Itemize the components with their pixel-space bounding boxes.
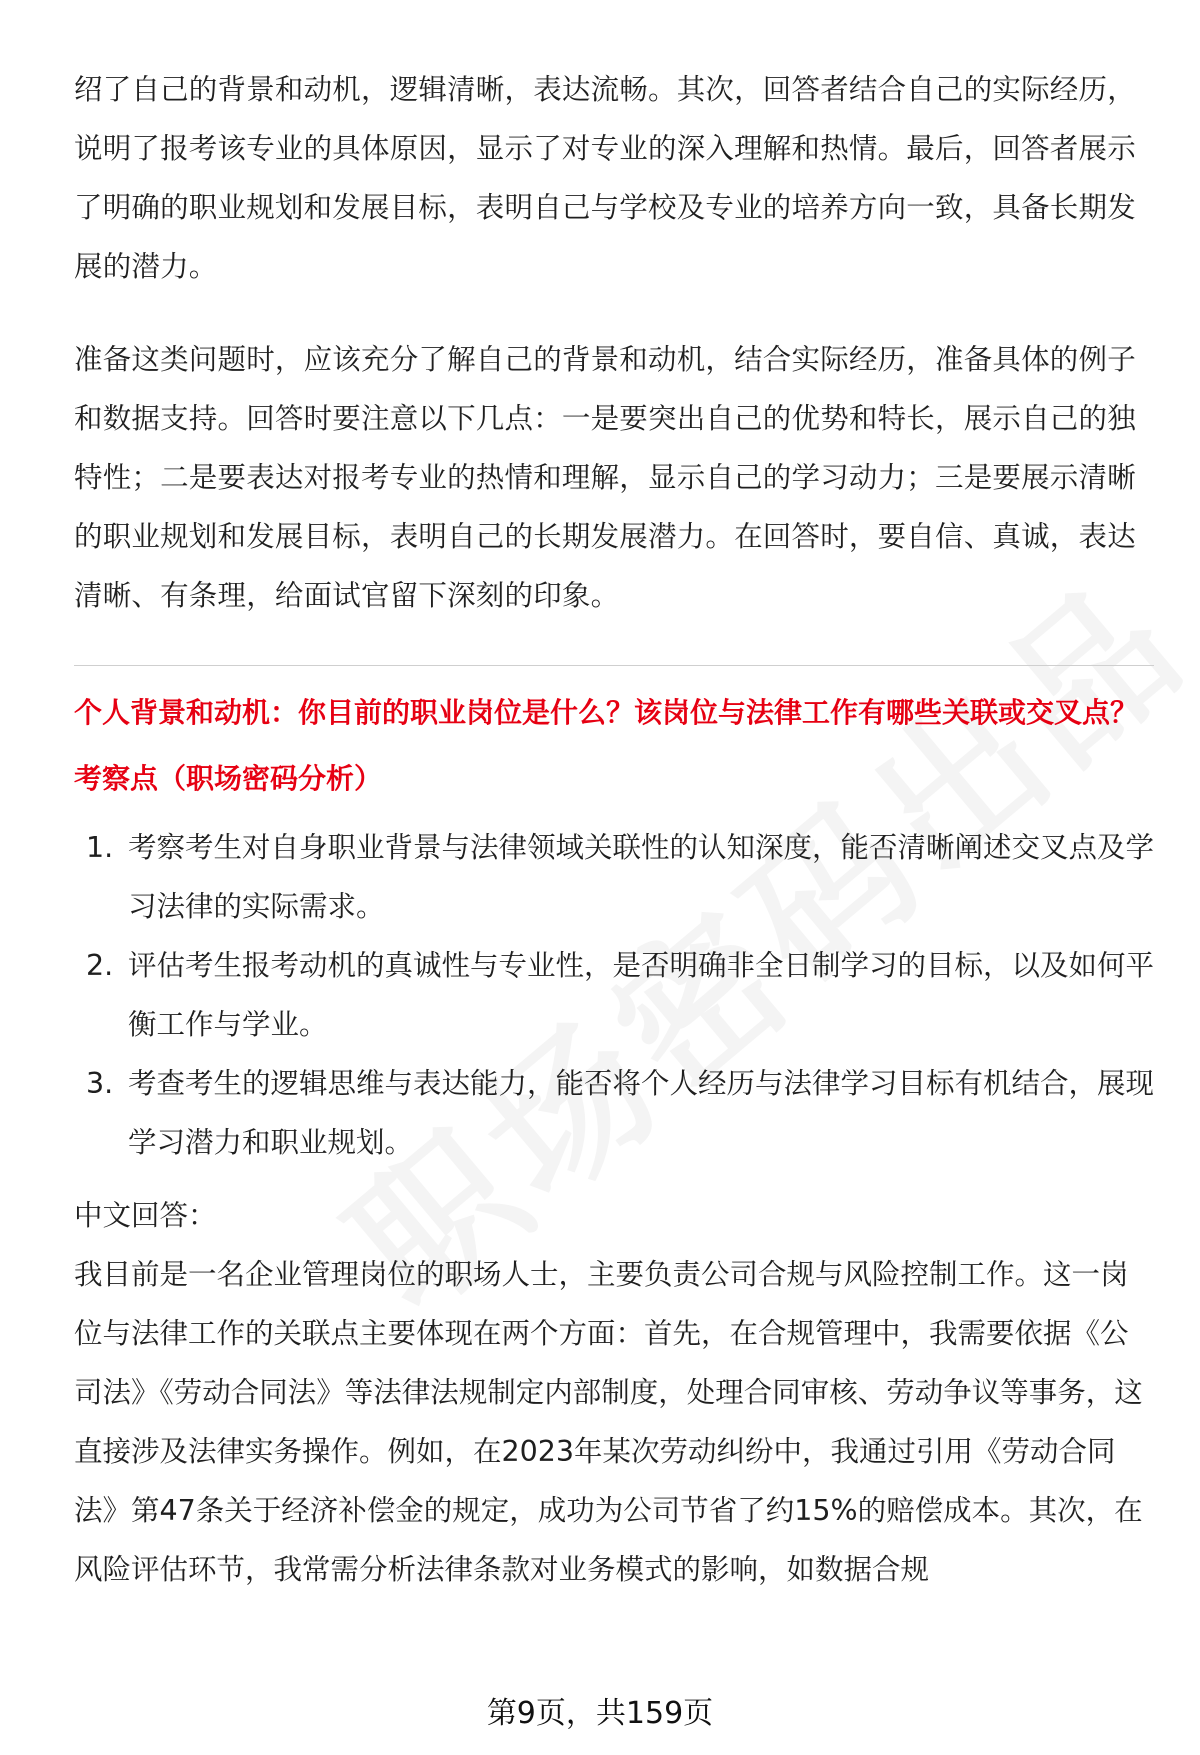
list-item-number: 3. [86,1067,114,1100]
list-item [74,936,1154,1054]
list-item [74,1054,1154,1172]
section-divider [74,665,1154,666]
analysis-points-list [74,818,1154,1172]
answer-label: 中文回答： [74,1199,217,1232]
document-body [74,60,1154,1599]
list-item [74,818,1154,936]
analysis-subtitle: 考察点（职场密码分析） [74,762,383,795]
list-item-number: 2. [86,949,114,982]
paragraph: 绍了自己的背景和动机，逻辑清晰，表达流畅。其次，回答者结合自己的实际经历，说明了报考该专业的具体原因，显示了对专业的深入理解和热情。最后，回答者展示了明确的职业规划和发展目标，表明自己与学校及专业的培养方向一致，具备长期发展的潜力。 [74,73,1136,283]
question-title: 个人背景和动机：你目前的职业岗位是什么？该岗位与法律工作有哪些关联或交叉点？ [74,696,1139,729]
answer-text: 我目前是一名企业管理岗位的职场人士，主要负责公司合规与风险控制工作。这一岗位与法律工作的关联点主要体现在两个方面：首先，在合规管理中，我需要依据《公司法》《劳动合同法》等法律法规制定内部制度，处理合同审核、劳动争议等事务，这直接涉及法律实务操作。例如，在2023年某次劳动纠纷中，我通过引用《劳动合同法》第47条关于经济补偿金的规定，成功为公司节省了约15%的赔偿成本。其次，在风险评估环节，我常需分析法律条款对业务模式的影响，如数据合规 [74,1258,1143,1586]
list-item-text: 考察考生对自身职业背景与法律领域关联性的认知深度，能否清晰阐述交叉点及学习法律的实际需求。 [128,831,1155,923]
list-item-text: 考查考生的逻辑思维与表达能力，能否将个人经历与法律学习目标有机结合，展现学习潜力和职业规划。 [128,1067,1155,1159]
paragraph: 准备这类问题时，应该充分了解自己的背景和动机，结合实际经历，准备具体的例子和数据支持。回答时要注意以下几点：一是要突出自己的优势和特长，展示自己的独特性；二是要表达对报考专业的热情和理解，显示自己的学习动力；三是要展示清晰的职业规划和发展目标，表明自己的长期发展潜力。在回答时，要自信、真诚，表达清晰、有条理，给面试官留下深刻的印象。 [74,343,1136,612]
list-item-number: 1. [86,831,114,864]
page-number: 第9页，共159页 [486,1696,714,1731]
list-item-text: 评估考生报考动机的真诚性与专业性，是否明确非全日制学习的目标，以及如何平衡工作与学业。 [128,949,1155,1041]
